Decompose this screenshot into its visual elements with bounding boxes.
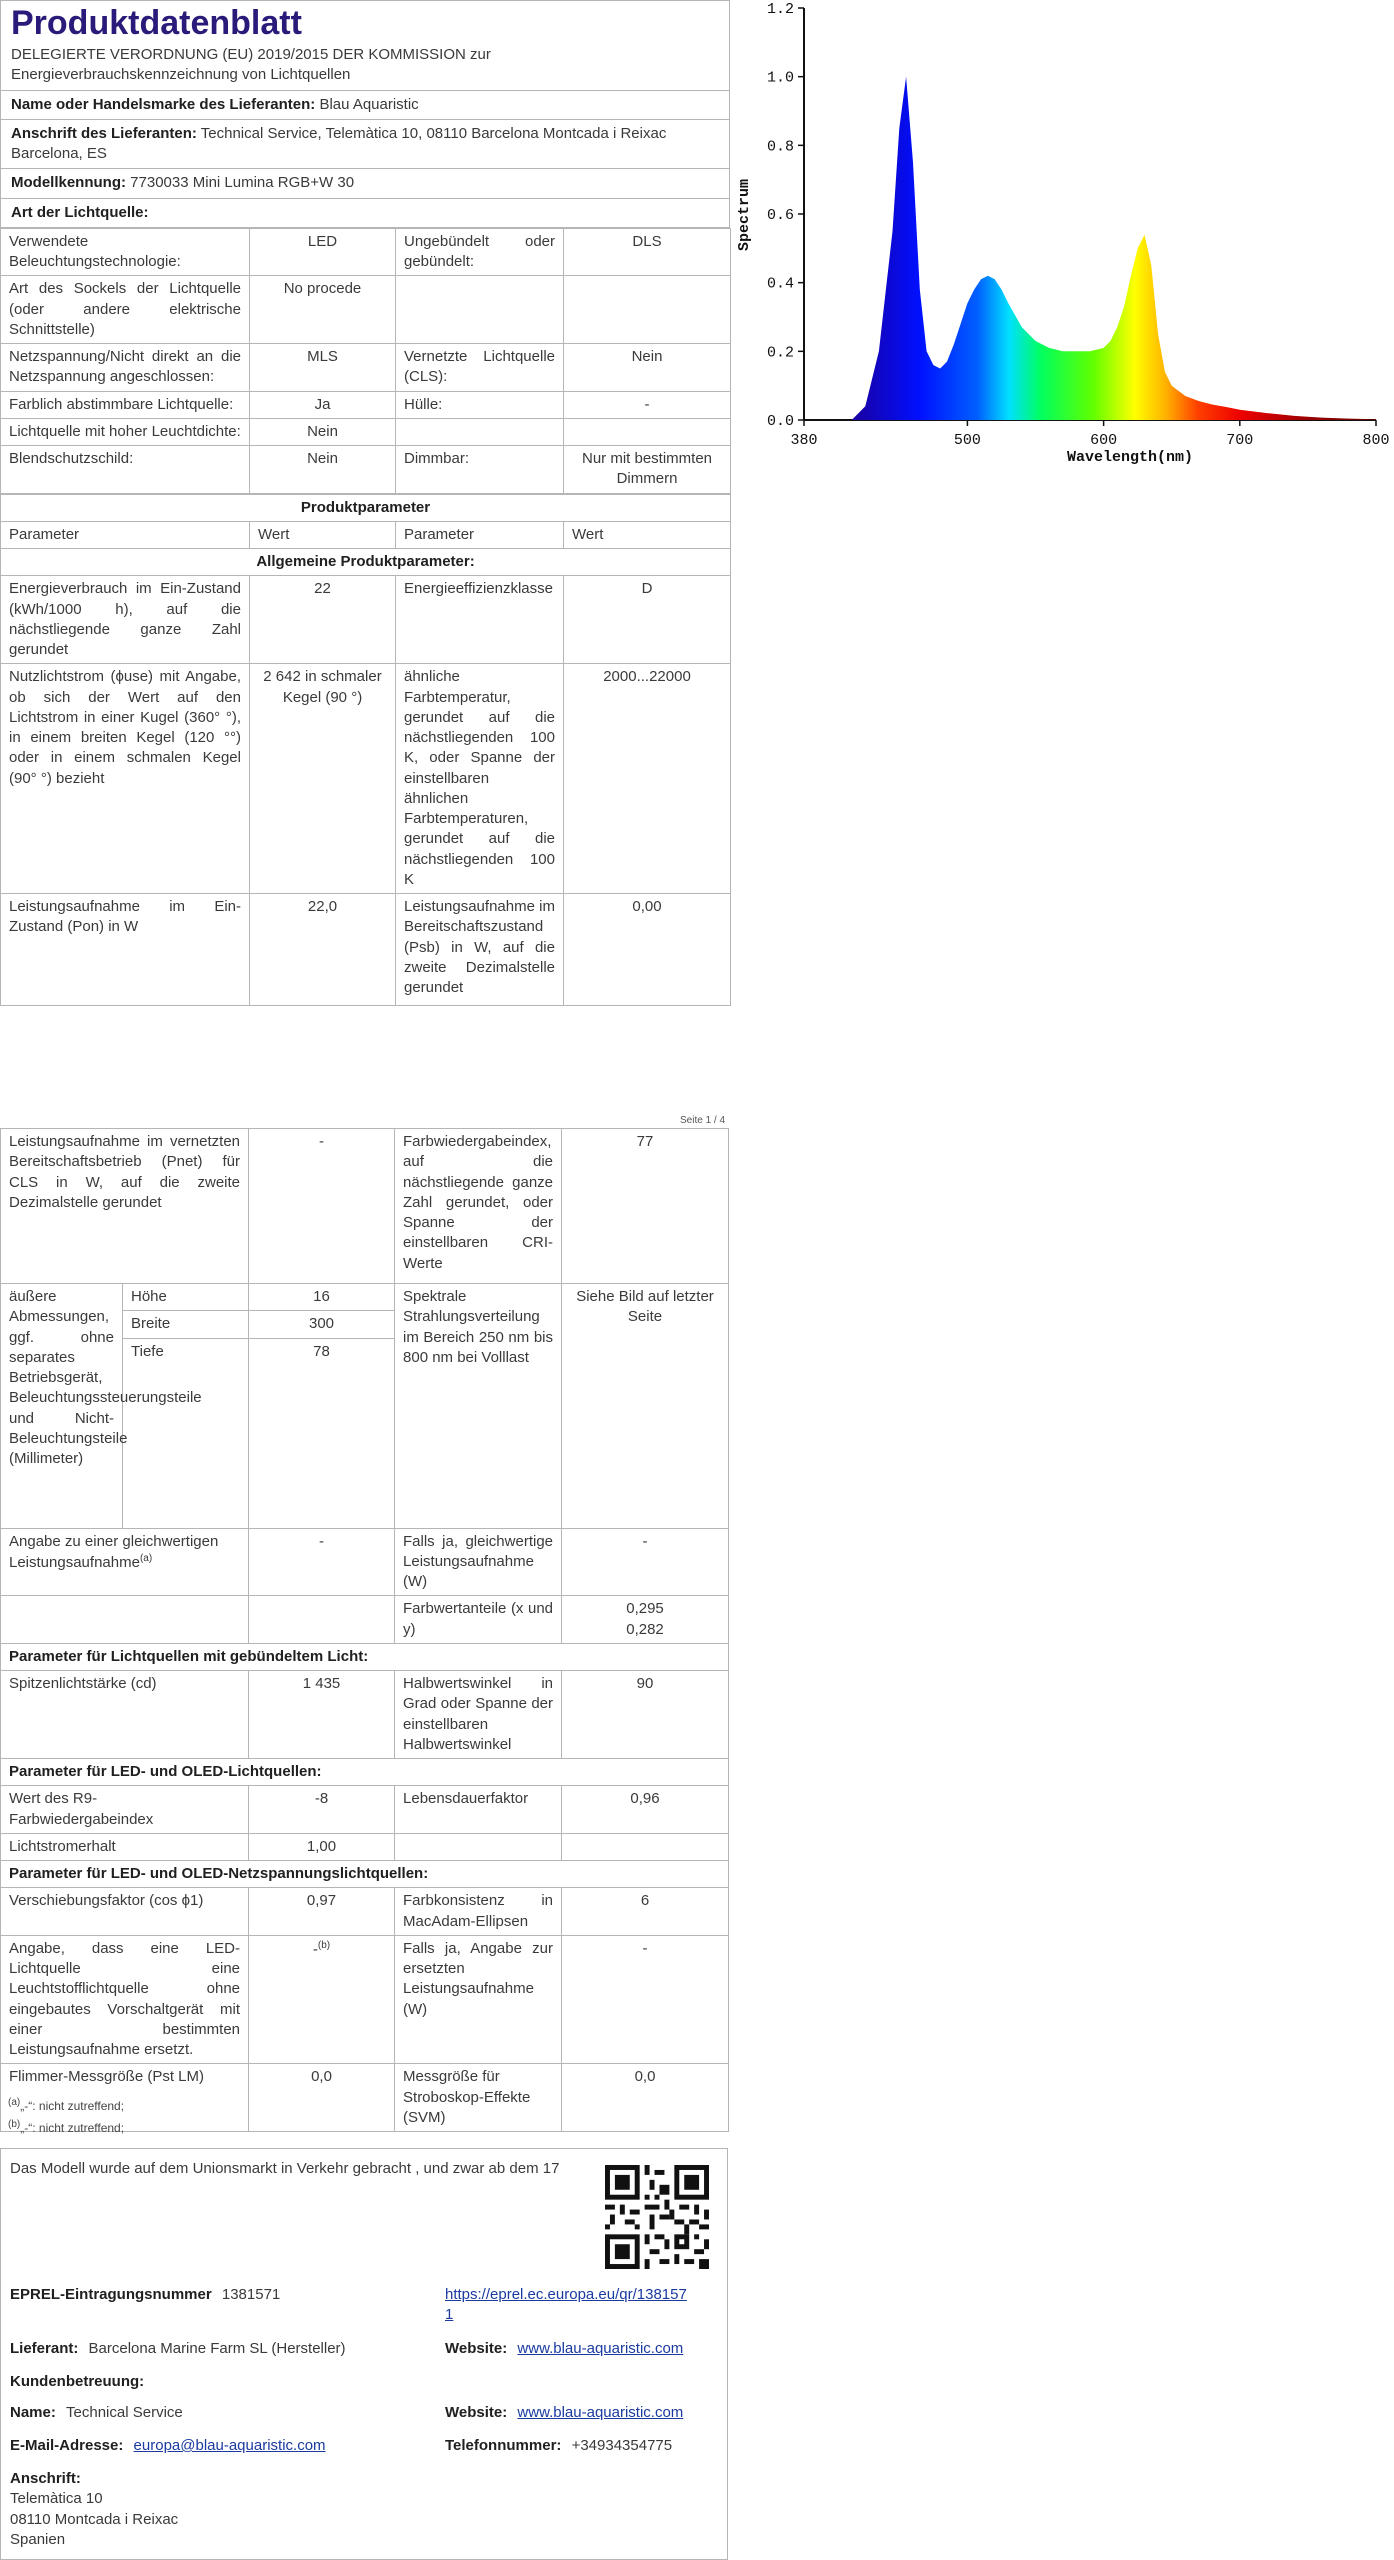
directional-header: Parameter für Lichtquellen mit gebündeltem Licht: bbox=[1, 1643, 729, 1670]
dim-label: Breite bbox=[123, 1311, 249, 1338]
column-headers bbox=[1, 521, 731, 548]
param-value: 2000...22000 bbox=[564, 664, 731, 894]
param-label: Netzspannung/Nicht direkt an die Netzspannung angeschlossen: bbox=[1, 344, 250, 392]
param-label: Lichtstromerhalt bbox=[1, 1833, 249, 1860]
eprel-label: EPREL-Eintragungsnummer bbox=[10, 2286, 212, 2303]
param-label: Energieverbrauch im Ein-Zustand (kWh/1000 h), auf die nächstliegende ganze Zahl gerundet bbox=[1, 576, 250, 664]
param-label: Energieeffizienzklasse bbox=[396, 576, 564, 664]
supplier-web-row bbox=[445, 2339, 683, 2359]
table-row bbox=[1, 576, 731, 664]
cs-name-label: Name: bbox=[10, 2404, 56, 2421]
table-row bbox=[1, 1888, 729, 1936]
param-label: Flimmer-Messgröße (Pst LM) bbox=[1, 2064, 249, 2132]
param-value: 0,96 bbox=[562, 1786, 729, 1834]
model-label: Modellkennung: bbox=[11, 174, 126, 192]
x-tick-label: 800 bbox=[1362, 432, 1390, 449]
light-type-table bbox=[0, 228, 731, 494]
footnote-mark: (a) bbox=[139, 1552, 153, 1564]
param-label: Angabe, dass eine LED-Lichtquelle eine Leuchtstofflichtquelle ohne eingebautes Vorschaltgerät mit einer bestimmten Leistungsaufnahme ersetzt. bbox=[1, 1935, 249, 2064]
cs-name-row bbox=[10, 2403, 183, 2423]
qr-code bbox=[605, 2165, 709, 2269]
cs-web-label: Website: bbox=[445, 2404, 508, 2421]
x-tick-label: 700 bbox=[1226, 432, 1254, 449]
param-label: Dimmbar: bbox=[396, 446, 564, 494]
footnote bbox=[8, 2118, 124, 2136]
param-value: 0,0 bbox=[249, 2064, 395, 2132]
param-value: Nur mit bestimmten Dimmern bbox=[564, 446, 731, 494]
param-label bbox=[1, 1596, 249, 1644]
customer-service-header: Kundenbetreuung: bbox=[10, 2373, 145, 2390]
param-label: Vernetzte Lichtquelle (CLS): bbox=[396, 344, 564, 392]
param-value: - bbox=[249, 1528, 395, 1596]
param-value: 0,0 bbox=[562, 2064, 729, 2132]
col-header: Wert bbox=[250, 521, 396, 548]
table-row bbox=[1, 1129, 729, 1284]
param-value: MLS bbox=[250, 344, 396, 392]
y-axis-label: Spectrum bbox=[736, 178, 753, 252]
param-value: 77 bbox=[562, 1129, 729, 1284]
table-row bbox=[1, 276, 731, 344]
table-row bbox=[1, 228, 731, 276]
market-text: Das Modell wurde auf dem Unionsmarkt in Verkehr gebracht , und zwar ab dem 17 bbox=[10, 2160, 560, 2177]
cs-email-row bbox=[10, 2436, 326, 2456]
address-line: 08110 Montcada i Reixac bbox=[10, 2510, 179, 2528]
address-line: Telemàtica 10 bbox=[10, 2490, 103, 2508]
cs-web-link[interactable]: www.blau-aquaristic.com bbox=[517, 2404, 684, 2421]
param-value: 0,00 bbox=[564, 894, 731, 1006]
param-value: 6 bbox=[562, 1888, 729, 1936]
led-header: Parameter für LED- und OLED-Lichtquellen: bbox=[1, 1759, 729, 1786]
footnote-mark: (b) bbox=[317, 1939, 331, 1951]
spectral-label: Spektrale Strahlungsverteilung im Bereich 250 nm bis 800 nm bei Volllast bbox=[395, 1284, 562, 1529]
cs-web-row bbox=[445, 2403, 683, 2423]
param-label: Wert des R9-Farbwiedergabeindex bbox=[1, 1786, 249, 1834]
y-tick-label: 0.4 bbox=[766, 275, 794, 293]
param-label: Verschiebungsfaktor (cos ϕ1) bbox=[1, 1888, 249, 1936]
light-type-header: Art der Lichtquelle: bbox=[1, 199, 729, 228]
param-value: 90 bbox=[562, 1671, 729, 1759]
param-value: No procede bbox=[250, 276, 396, 344]
cs-phone-value: +34934354775 bbox=[571, 2437, 673, 2454]
eprel-row bbox=[10, 2285, 280, 2305]
param-label: Leistungsaufnahme im Ein-Zustand (Pon) in W bbox=[1, 894, 250, 1006]
param-value: DLS bbox=[564, 228, 731, 276]
param-value: Nein bbox=[250, 418, 396, 445]
footnote bbox=[8, 2096, 124, 2114]
param-value: - bbox=[564, 391, 731, 418]
supplier-web-label: Website: bbox=[445, 2340, 508, 2357]
address-header: Anschrift: bbox=[10, 2470, 81, 2487]
param-value bbox=[562, 1833, 729, 1860]
param-label: Verwendete Beleuchtungstechnologie: bbox=[1, 228, 250, 276]
param-value: -8 bbox=[249, 1786, 395, 1834]
x-tick-label: 500 bbox=[953, 432, 981, 449]
dim-label: Tiefe bbox=[123, 1338, 249, 1528]
dim-value: 78 bbox=[249, 1338, 395, 1528]
table-row bbox=[1, 344, 731, 392]
x-tick-label: 380 bbox=[790, 432, 818, 449]
footnote-text: „-“: nicht zutreffend; bbox=[20, 2099, 125, 2113]
page2-table bbox=[0, 1128, 729, 2132]
eprel-link[interactable]: https://eprel.ec.europa.eu/qr/1381571 bbox=[445, 2286, 687, 2324]
param-value-text: - bbox=[312, 1940, 318, 1958]
param-value: 2 642 in schmaler Kegel (90 °) bbox=[250, 664, 396, 894]
supplier-address-label: Anschrift des Lieferanten: bbox=[11, 124, 197, 142]
table-row bbox=[1, 1284, 729, 1311]
param-value: - bbox=[562, 1935, 729, 2064]
col-header: Parameter bbox=[396, 521, 564, 548]
footnote-text: „-“: nicht zutreffend; bbox=[20, 2121, 125, 2136]
supplier-name-value: Blau Aquaristic bbox=[319, 95, 419, 113]
supplier-web-link[interactable]: www.blau-aquaristic.com bbox=[517, 2340, 684, 2357]
param-label bbox=[1, 1528, 249, 1596]
table-row bbox=[1, 1596, 729, 1644]
param-label: Farbwertanteile (x und y) bbox=[395, 1596, 562, 1644]
header-block bbox=[0, 0, 730, 228]
table-row bbox=[1, 1528, 729, 1596]
param-label: Halbwertswinkel in Grad oder Spanne der einstellbaren Halbwertswinkel bbox=[395, 1671, 562, 1759]
table-row bbox=[1, 894, 731, 1006]
param-label: Lichtquelle mit hoher Leuchtdichte: bbox=[1, 418, 250, 445]
model-row bbox=[1, 169, 729, 198]
footnotes bbox=[8, 2096, 124, 2136]
param-value: 22,0 bbox=[250, 894, 396, 1006]
param-label: Farbwiedergabeindex, auf die nächstliegende ganze Zahl gerundet, oder Spanne der einstellbaren CRI-Werte bbox=[395, 1129, 562, 1284]
equiv-label: Angabe zu einer gleichwertigen Leistungsaufnahme bbox=[9, 1532, 219, 1571]
param-label: Spitzenlichtstärke (cd) bbox=[1, 1671, 249, 1759]
param-label: Lebensdauerfaktor bbox=[395, 1786, 562, 1834]
dim-value: 16 bbox=[249, 1284, 395, 1311]
model-value: 7730033 Mini Lumina RGB+W 30 bbox=[130, 174, 355, 192]
col-header: Parameter bbox=[1, 521, 250, 548]
supplier-footer-row bbox=[10, 2339, 346, 2359]
param-value: - bbox=[249, 1129, 395, 1284]
table-row bbox=[1, 1786, 729, 1834]
spectrum-series bbox=[852, 77, 1376, 420]
table-row bbox=[1, 418, 731, 445]
param-value: - bbox=[562, 1528, 729, 1596]
table-row bbox=[1, 1935, 729, 2064]
param-label: Hülle: bbox=[396, 391, 564, 418]
param-label: Blendschutzschild: bbox=[1, 446, 250, 494]
y-tick-label: 0.6 bbox=[766, 207, 794, 224]
general-params-header: Allgemeine Produktparameter: bbox=[1, 549, 731, 576]
param-label: Messgröße für Stroboskop-Effekte (SVM) bbox=[395, 2064, 562, 2132]
cs-phone-label: Telefonnummer: bbox=[445, 2437, 562, 2454]
table-row bbox=[1, 664, 731, 894]
param-label: ähnliche Farbtemperatur, gerundet auf die nächstliegenden 100 K, oder Spanne der einstellbaren ähnlichen Farbtemperaturen, gerundet auf die nächstliegenden 100 K bbox=[396, 664, 564, 894]
param-label: Art des Sockels der Lichtquelle (oder andere elektrische Schnittstelle) bbox=[1, 276, 250, 344]
param-value bbox=[249, 1935, 395, 2064]
param-value: Nein bbox=[564, 344, 731, 392]
spectrum-chart bbox=[734, 0, 1394, 470]
supplier-footer-value: Barcelona Marine Farm SL (Hersteller) bbox=[88, 2340, 346, 2357]
param-value: 0,97 bbox=[249, 1888, 395, 1936]
supplier-address-value: Technical Service, Telemàtica 10, 08110 Barcelona Montcada i Reixac Barcelona, ES bbox=[11, 124, 667, 162]
page-number: Seite 1 / 4 bbox=[680, 1115, 726, 1126]
table-row bbox=[1, 391, 731, 418]
dimensions-label: äußere Abmessungen, ggf. ohne separates Betriebsgerät, Beleuchtungssteuerungsteile und Nicht-Beleuchtungsteile (Millimeter) bbox=[1, 1284, 123, 1529]
param-label: Farblich abstimmbare Lichtquelle: bbox=[1, 391, 250, 418]
param-value: D bbox=[564, 576, 731, 664]
table-row bbox=[1, 1833, 729, 1860]
address-block bbox=[10, 2469, 178, 2550]
param-label bbox=[396, 418, 564, 445]
page-title: Produktdatenblatt bbox=[11, 4, 302, 42]
address-line: Spanien bbox=[10, 2530, 66, 2548]
table-row bbox=[1, 1671, 729, 1759]
x-tick-label: 600 bbox=[1090, 432, 1118, 449]
footer-box bbox=[0, 2148, 728, 2560]
dim-value: 300 bbox=[249, 1311, 395, 1338]
param-value bbox=[564, 418, 731, 445]
footnote-mark: (b) bbox=[8, 2119, 21, 2131]
footnote-mark: (a) bbox=[8, 2097, 21, 2108]
product-params-header: Produktparameter bbox=[1, 494, 731, 521]
regulation-text: DELEGIERTE VERORDNUNG (EU) 2019/2015 DER KOMMISSION zur Energieverbrauchskennzeichnung von Lichtquellen bbox=[1, 43, 729, 91]
param-value: Ja bbox=[250, 391, 396, 418]
param-value: 1,00 bbox=[249, 1833, 395, 1860]
y-tick-label: 0.8 bbox=[766, 138, 794, 156]
cs-name-value: Technical Service bbox=[66, 2404, 183, 2421]
param-label: Nutzlichtstrom (ϕuse) mit Angabe, ob sich der Wert auf den Lichtstrom in einer Kugel (360° °), in einem breiten Kegel (120 °°) oder in einem schmalen Kegel (90° °) bezieht bbox=[1, 664, 250, 894]
dim-label: Höhe bbox=[123, 1284, 249, 1311]
param-value: 0,295 0,282 bbox=[562, 1596, 729, 1644]
table-row bbox=[1, 446, 731, 494]
spectral-value: Siehe Bild auf letzter Seite bbox=[562, 1284, 729, 1529]
param-label: Leistungsaufnahme im vernetzten Bereitschaftsbetrieb (Pnet) für CLS in W, auf die zweite Dezimalstelle gerundet bbox=[1, 1129, 249, 1284]
param-value: Nein bbox=[250, 446, 396, 494]
param-label: Ungebündelt oder gebündelt: bbox=[396, 228, 564, 276]
param-label bbox=[396, 276, 564, 344]
param-label bbox=[395, 1833, 562, 1860]
param-label: Falls ja, Angabe zur ersetzten Leistungsaufnahme (W) bbox=[395, 1935, 562, 2064]
x-axis-label: Wavelength(nm) bbox=[1066, 449, 1194, 466]
mains-header: Parameter für LED- und OLED-Netzspannungslichtquellen: bbox=[1, 1861, 729, 1888]
param-value bbox=[564, 276, 731, 344]
col-header: Wert bbox=[564, 521, 731, 548]
eprel-value: 1381571 bbox=[221, 2286, 281, 2303]
y-tick-label: 0.2 bbox=[766, 344, 794, 362]
param-value: LED bbox=[250, 228, 396, 276]
cs-phone-row bbox=[445, 2436, 672, 2456]
y-tick-label: 1.2 bbox=[766, 1, 794, 18]
param-value bbox=[249, 1596, 395, 1644]
product-params-table bbox=[0, 494, 731, 1007]
param-value: 22 bbox=[250, 576, 396, 664]
supplier-name-label: Name oder Handelsmarke des Lieferanten: bbox=[11, 95, 316, 113]
param-value: 1 435 bbox=[249, 1671, 395, 1759]
cs-email-link[interactable]: europa@blau-aquaristic.com bbox=[133, 2437, 326, 2454]
supplier-footer-label: Lieferant: bbox=[10, 2340, 79, 2357]
y-tick-label: 0.0 bbox=[766, 413, 794, 430]
cs-email-label: E-Mail-Adresse: bbox=[10, 2437, 124, 2454]
param-label: Falls ja, gleichwertige Leistungsaufnahme (W) bbox=[395, 1528, 562, 1596]
param-label: Leistungsaufnahme im Bereitschaftszustand (Psb) in W, auf die zweite Dezimalstelle gerundet bbox=[396, 894, 564, 1006]
supplier-name-row bbox=[1, 91, 729, 120]
supplier-address-row bbox=[1, 120, 729, 170]
y-tick-label: 1.0 bbox=[766, 69, 794, 87]
param-label: Farbkonsistenz in MacAdam-Ellipsen bbox=[395, 1888, 562, 1936]
